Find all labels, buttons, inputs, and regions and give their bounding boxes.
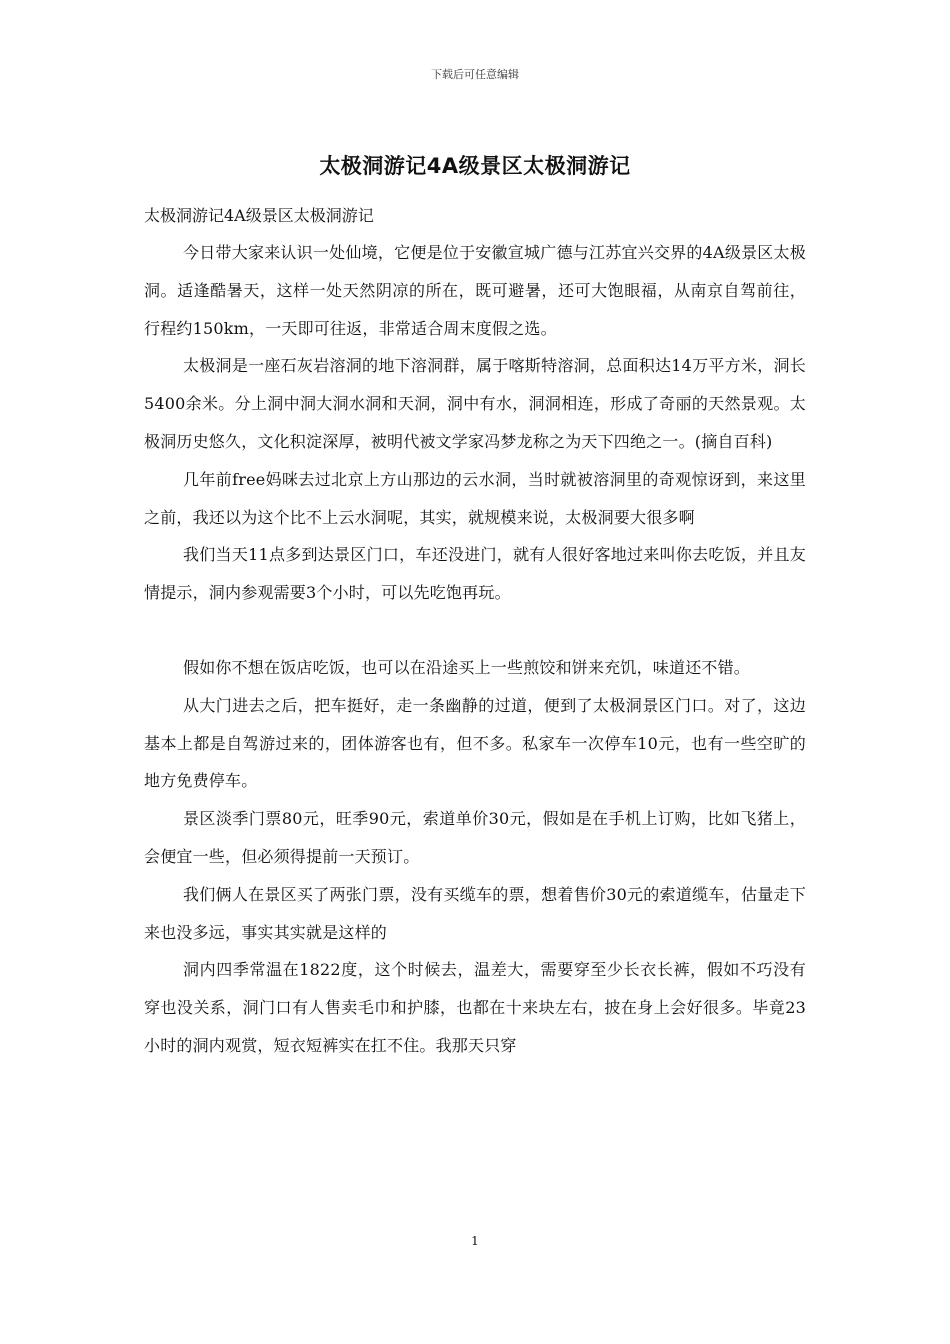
paragraph-tickets: 景区淡季门票80元，旺季90元，索道单价30元，假如是在手机上订购，比如飞猪上，会便宜一些，但必须得提前一天预订。 bbox=[144, 809, 806, 866]
page-header: 下载后可任意编辑 bbox=[431, 68, 519, 81]
paragraph-comparison: 几年前free妈咪去过北京上方山那边的云水洞，当时就被溶洞里的奇观惊讶到，来这里之前，我还以为这个比不上云水洞呢，其实，就规模来说，太极洞要大很多啊 bbox=[144, 469, 806, 527]
paragraph-spacer bbox=[144, 612, 806, 649]
paragraph-intro: 今日带大家来认识一处仙境，它便是位于安徽宣城广德与江苏宜兴交界的4A级景区太极洞。适逢酷暑天，这样一处天然阴凉的所在，既可避暑，还可大饱眼福，从南京自驾前往，行程约150km，一天即可往返，非常适合周末度假之选。 bbox=[144, 243, 806, 338]
paragraph-arrival: 我们当天11点多到达景区门口，车还没进门，就有人很好客地过来叫你去吃饭，并且友情提示，洞内参观需要3个小时，可以先吃饱再玩。 bbox=[144, 545, 806, 603]
page-number: 1 bbox=[471, 1234, 479, 1248]
paragraph-cave-description: 太极洞是一座石灰岩溶洞的地下溶洞群，属于喀斯特溶洞，总面积达14万平方米，洞长5400余米。分上洞中洞大洞水洞和天洞，洞中有水，洞洞相连，形成了奇丽的天然景观。太极洞历史悠久，文化积淀深厚，被明代被文学家冯梦龙称之为天下四绝之一。(摘自百科) bbox=[144, 356, 806, 451]
paragraph-temperature: 洞内四季常温在1822度，这个时候去，温差大，需要穿至少长衣长裤，假如不巧没有穿也没关系，洞门口有人售卖毛巾和护膝，也都在十来块左右，披在身上会好很多。毕竟23小时的洞内观赏，短衣短裤实在扛不住。我那天只穿 bbox=[144, 960, 806, 1055]
document-body bbox=[144, 234, 806, 1065]
paragraph-parking: 从大门进去之后，把车挺好，走一条幽静的过道，便到了太极洞景区门口。对了，这边基本上都是自驾游过来的，团体游客也有，但不多。私家车一次停车10元，也有一些空旷的地方免费停车。 bbox=[144, 695, 806, 791]
paragraph-cable-car: 我们俩人在景区买了两张门票，没有买缆车的票，想着售价30元的索道缆车，估量走下来也没多远，事实其实就是这样的 bbox=[144, 884, 806, 942]
document-subtitle: 太极洞游记4A级景区太极洞游记 bbox=[144, 206, 374, 225]
document-title: 太极洞游记4A级景区太极洞游记 bbox=[319, 154, 631, 178]
paragraph-food: 假如你不想在饭店吃饭，也可以在沿途买上一些煎饺和饼来充饥，味道还不错。 bbox=[183, 657, 751, 677]
